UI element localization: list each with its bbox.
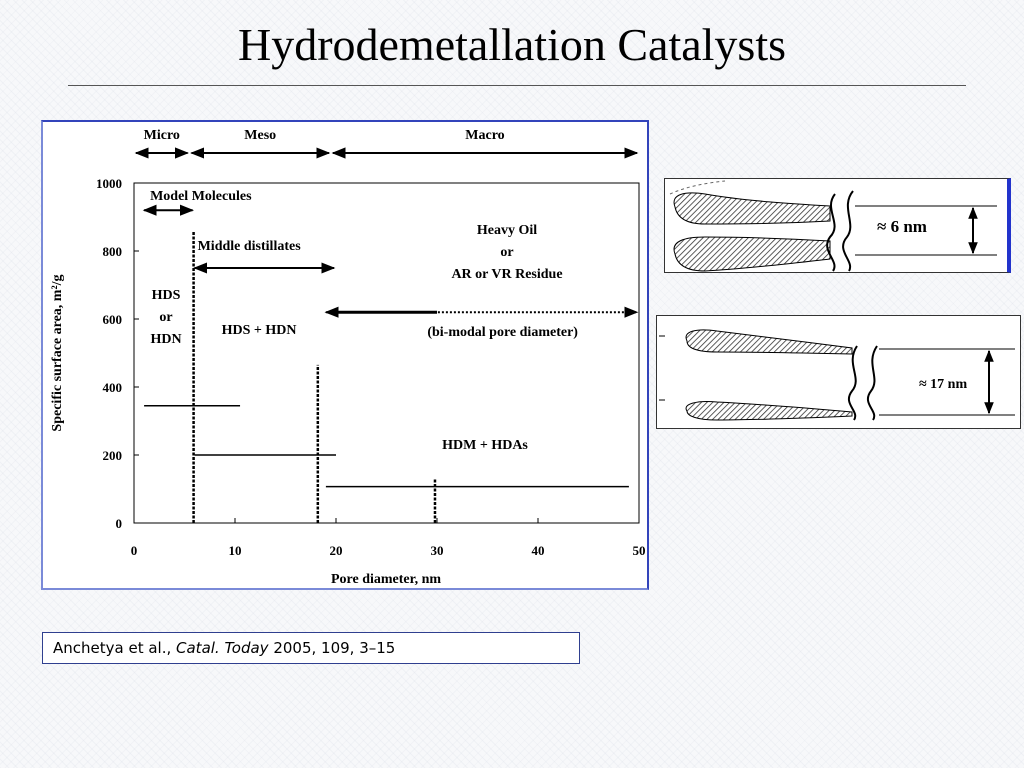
pore-region-label: Macro [465, 128, 505, 143]
hds-hdn-label-line2: or [159, 310, 173, 325]
y-tick-label: 1000 [96, 176, 122, 191]
pore-diagram-17nm [656, 315, 1021, 429]
y-tick-label: 0 [115, 516, 122, 531]
pore-diagram-6nm [664, 178, 1011, 273]
y-tick-label: 600 [102, 312, 122, 327]
title-divider [68, 85, 966, 86]
feed-region-label: Model Molecules [150, 189, 252, 205]
heavy-oil-label-line2: or [500, 245, 514, 260]
y-tick-label: 400 [102, 380, 122, 395]
pore-size-chart [41, 120, 649, 590]
pore-wall-upper [674, 193, 830, 224]
y-axis-ticks [96, 176, 139, 531]
citation-year: 2005 [273, 639, 312, 657]
y-axis-label: Specific surface area, m²/g [50, 274, 65, 432]
pore-17nm-label: ≈ 17 nm [919, 377, 968, 392]
slide-title: Hydrodemetallation Catalysts [237, 19, 787, 70]
pore-regions [136, 128, 637, 153]
citation-authors: Anchetya et al., [53, 639, 177, 657]
pore-region-label: Meso [244, 128, 277, 143]
y-tick-label: 200 [102, 448, 122, 463]
pore-wall-lower [686, 401, 852, 420]
break-mark-1 [849, 346, 857, 420]
x-tick-label: 50 [632, 543, 646, 558]
x-axis-ticks [131, 518, 646, 558]
citation-journal: Catal. Today [176, 639, 269, 657]
pore-6nm-label: ≈ 6 nm [877, 217, 927, 236]
x-tick-label: 10 [228, 543, 242, 558]
pore-wall-lower [674, 237, 830, 271]
heavy-oil-label-line1: Heavy Oil [476, 223, 538, 238]
break-mark-2 [843, 191, 853, 271]
x-tick-label: 0 [130, 543, 138, 558]
x-tick-label: 20 [329, 543, 343, 558]
x-tick-label: 30 [430, 543, 444, 558]
x-tick-label: 40 [531, 543, 545, 558]
feed-regions [144, 189, 637, 340]
hdm-hdas-label: HDM + HDAs [442, 438, 528, 453]
feed-region-label: Middle distillates [197, 239, 301, 254]
hds-hdn-label-line3: HDN [150, 332, 182, 347]
dashed-contour [670, 181, 725, 194]
chart-svg [43, 122, 647, 588]
heavy-oil-label-line3: AR or VR Residue [451, 267, 563, 282]
citation-details: , 109, 3–15 [311, 639, 396, 657]
pore-wall-upper [686, 330, 852, 354]
feed-region-label: (bi-modal pore diameter) [427, 325, 578, 341]
hds-plus-hdn-label: HDS + HDN [221, 323, 297, 338]
pore-6nm-svg [665, 179, 1007, 272]
y-tick-label: 800 [102, 244, 122, 259]
break-mark-2 [868, 346, 877, 420]
x-axis-label: Pore diameter, nm [330, 572, 442, 587]
hds-hdn-label-line1: HDS [151, 288, 181, 303]
pore-region-label: Micro [143, 128, 180, 143]
citation-box [42, 632, 580, 664]
pore-17nm-svg [657, 316, 1020, 428]
plot-area [134, 183, 639, 523]
